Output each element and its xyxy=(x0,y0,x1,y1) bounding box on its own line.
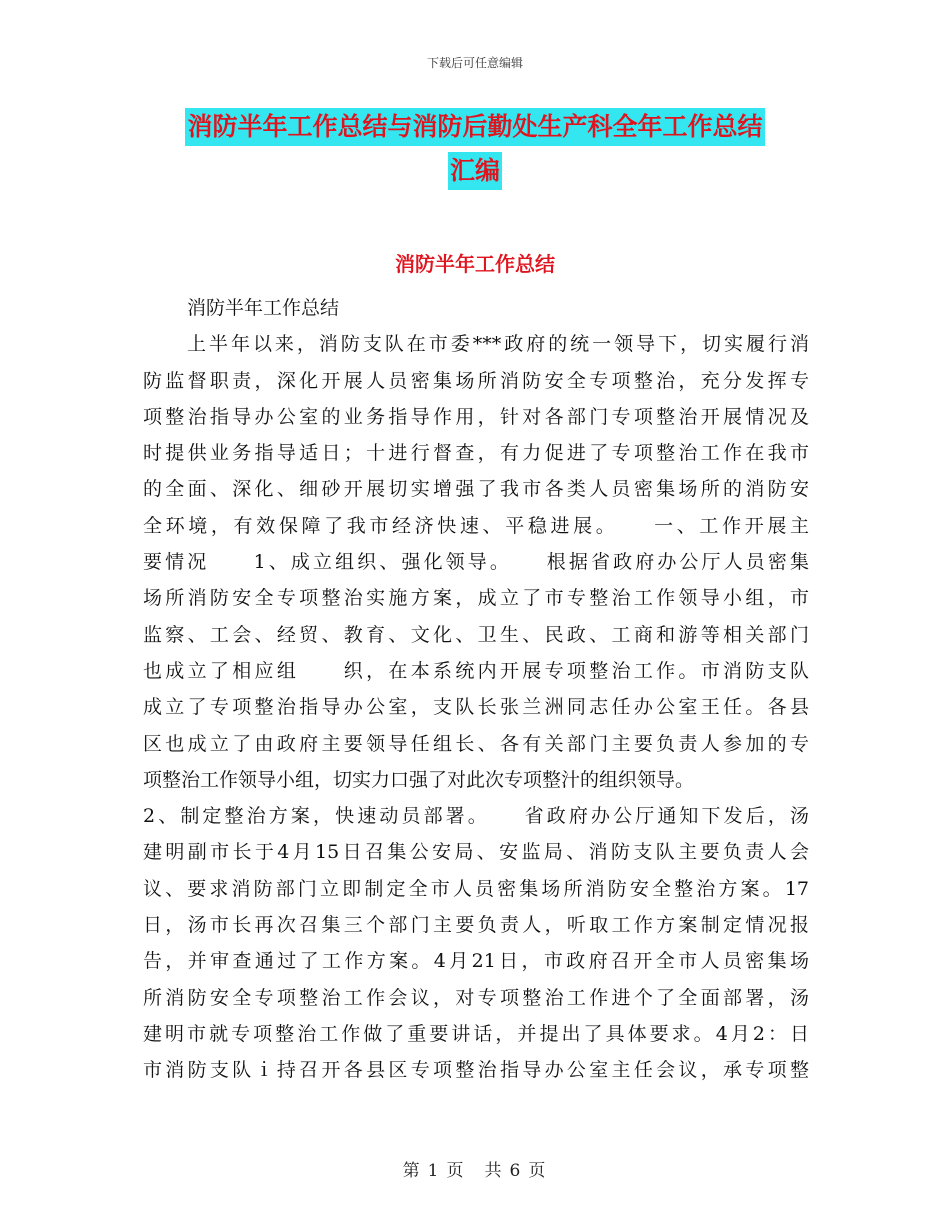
body-line: 所消防安全专项整治工作会议，对专项整治工作进个了全面部署，汤 xyxy=(143,986,809,1009)
footer-page-number: 1 xyxy=(427,1161,441,1181)
body-line: 全环境，有效保障了我市经济快速、平稳进展。 一、工作开展主 xyxy=(143,514,809,537)
body-text xyxy=(143,290,809,1089)
body-line: 上半年以来，消防支队在市委***政府的统一领导下，切实履行消 xyxy=(187,333,809,356)
body-line: 监察、工会、经贸、教育、文化、卫生、民政、工商和游等相关部门 xyxy=(143,623,809,646)
body-line: 2、制定整治方案，快速动员部署。 省政府办公厅通知下发后，汤 xyxy=(143,805,809,828)
body-line: 要情况 1、成立组织、强化领导。 根据省政府办公厅人员密集 xyxy=(143,551,809,574)
body-line: 建明副市长于4月15日召集公安局、安监局、消防支队主要负责人会 xyxy=(143,841,809,864)
page-footer xyxy=(0,1156,950,1181)
footer-page-total: 6 xyxy=(509,1161,523,1181)
body-line: 市消防支队ｉ持召开各县区专项整治指导办公室主任会议，承专项整 xyxy=(143,1059,809,1082)
body-line: 项整治工作领导小组，切实力口强了对此次专项整汁的组织领导。 xyxy=(143,768,695,791)
header-note: 下载后可任意编辑 xyxy=(426,56,523,70)
body-line: 建明市就专项整治工作做了重要讲话，并提出了具体要求。4月2：日 xyxy=(143,1022,809,1045)
footer-middle: 页 共 xyxy=(446,1161,504,1181)
title-line-2: 汇编 xyxy=(448,152,502,190)
title-line-1: 消防半年工作总结与消防后勤处生产科全年工作总结 xyxy=(185,108,764,146)
body-line: 消防半年工作总结 xyxy=(187,297,340,319)
body-line: 的全面、深化、细砂开展切实增强了我市各类人员密集场所的消防安 xyxy=(143,478,809,501)
body-line: 场所消防安全专项整治实施方案，成立了市专整治工作领导小组，市 xyxy=(143,587,809,610)
footer-prefix: 第 xyxy=(402,1161,422,1181)
body-line: 项整治指导办公室的业务指导作用，针对各部门专项整治开展情况及 xyxy=(143,405,809,428)
body-line: 时提供业务指导适日；十进行督查，有力促进了专项整治工作在我市 xyxy=(143,442,809,465)
body-line: 日，汤市长再次召集三个部门主要负责人，听取工作方案制定情况报 xyxy=(143,914,809,937)
body-line: 防监督职责，深化开展人员密集场所消防安全专项整治，充分发挥专 xyxy=(143,369,809,392)
section-heading: 消防半年工作总结 xyxy=(395,252,555,276)
body-line: 区也成立了由政府主要领导任组长、各有关部门主要负责人参加的专 xyxy=(143,732,809,755)
body-line: 告，并审查通过了工作方案。4月21日，市政府召开全市人员密集场 xyxy=(143,950,809,973)
body-line: 也成立了相应组 织，在本系统内开展专项整治工作。市消防支队 xyxy=(143,659,809,682)
footer-suffix: 页 xyxy=(528,1161,548,1181)
document-title xyxy=(150,108,800,190)
body-line: 议、要求消防部门立即制定全市人员密集场所消防安全整治方案。17 xyxy=(143,877,809,900)
body-line: 成立了专项整治指导办公室，支队长张兰洲同志任办公室王任。各县 xyxy=(143,696,809,719)
